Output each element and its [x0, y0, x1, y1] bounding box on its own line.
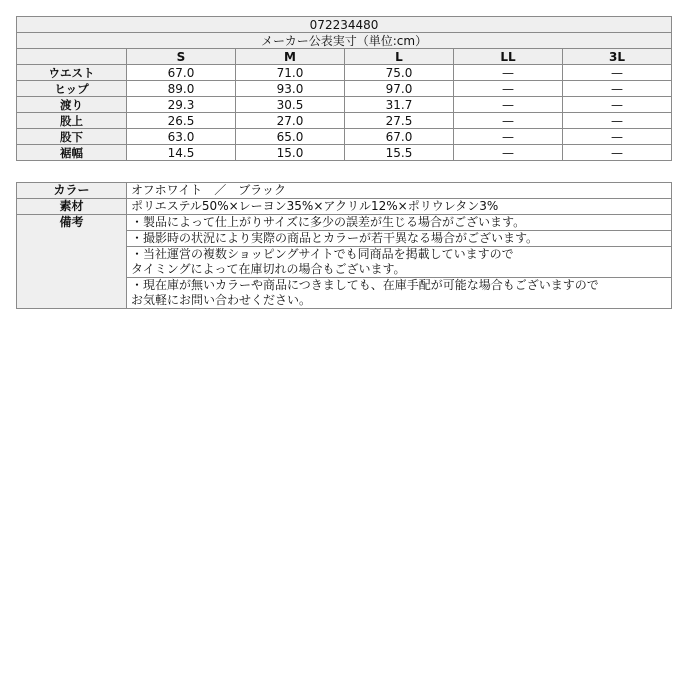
material-label: 素材	[17, 199, 127, 215]
cell-value: 67.0	[345, 129, 454, 145]
material-row	[17, 199, 672, 215]
cell-value: 30.5	[236, 97, 345, 113]
cell-value: —	[563, 65, 672, 81]
row-label-rise: 股上	[17, 113, 127, 129]
table-row	[17, 129, 672, 145]
table-row	[17, 113, 672, 129]
row-label-thigh: 渡り	[17, 97, 127, 113]
cell-value: —	[454, 81, 563, 97]
note-item: ・撮影時の状況により実際の商品とカラーが若干異なる場合がございます。	[127, 231, 672, 247]
cell-value: 14.5	[127, 145, 236, 161]
cell-value: —	[454, 129, 563, 145]
note-item: ・製品によって仕上がりサイズに多少の誤差が生じる場合がございます。	[127, 215, 672, 231]
cell-value: 75.0	[345, 65, 454, 81]
cell-value: —	[454, 113, 563, 129]
note-item: ・現在庫が無いカラーや商品につきましても、在庫手配が可能な場合もございますので お気軽にお問い合わせください。	[127, 278, 672, 309]
product-info-table	[16, 182, 672, 309]
cell-value: —	[454, 97, 563, 113]
size-header-s: S	[127, 49, 236, 65]
table-row	[17, 81, 672, 97]
color-row	[17, 183, 672, 199]
table-row	[17, 97, 672, 113]
size-header-row	[17, 49, 672, 65]
cell-value: —	[563, 81, 672, 97]
size-header-l: L	[345, 49, 454, 65]
cell-value: —	[563, 97, 672, 113]
color-value: オフホワイト ／ ブラック	[127, 183, 672, 199]
cell-value: —	[454, 145, 563, 161]
cell-value: 26.5	[127, 113, 236, 129]
cell-value: 29.3	[127, 97, 236, 113]
table-row	[17, 145, 672, 161]
cell-value: 63.0	[127, 129, 236, 145]
row-label-hip: ヒップ	[17, 81, 127, 97]
size-header-m: M	[236, 49, 345, 65]
size-header-3l: 3L	[563, 49, 672, 65]
row-label-hem-width: 裾幅	[17, 145, 127, 161]
cell-value: 71.0	[236, 65, 345, 81]
cell-value: 31.7	[345, 97, 454, 113]
cell-value: 67.0	[127, 65, 236, 81]
cell-value: —	[454, 65, 563, 81]
cell-value: 89.0	[127, 81, 236, 97]
cell-value: 15.0	[236, 145, 345, 161]
cell-value: 15.5	[345, 145, 454, 161]
cell-value: —	[563, 129, 672, 145]
size-header-ll: LL	[454, 49, 563, 65]
note-item: ・当社運営の複数ショッピングサイトでも同商品を掲載していますので タイミングによって在庫切れの場合もございます。	[127, 247, 672, 278]
notes-label: 備考	[17, 215, 127, 309]
notes-row	[17, 215, 672, 231]
cell-value: 27.5	[345, 113, 454, 129]
size-table	[16, 16, 672, 161]
header-corner	[17, 49, 127, 65]
cell-value: 27.0	[236, 113, 345, 129]
row-label-waist: ウエスト	[17, 65, 127, 81]
cell-value: 65.0	[236, 129, 345, 145]
size-table-subtitle: メーカー公表実寸（単位:cm）	[17, 33, 672, 49]
color-label: カラー	[17, 183, 127, 199]
cell-value: 97.0	[345, 81, 454, 97]
cell-value: 93.0	[236, 81, 345, 97]
cell-value: —	[563, 145, 672, 161]
row-label-inseam: 股下	[17, 129, 127, 145]
product-code: 072234480	[17, 17, 672, 33]
cell-value: —	[563, 113, 672, 129]
material-value: ポリエステル50%×レーヨン35%×アクリル12%×ポリウレタン3%	[127, 199, 672, 215]
table-row	[17, 65, 672, 81]
